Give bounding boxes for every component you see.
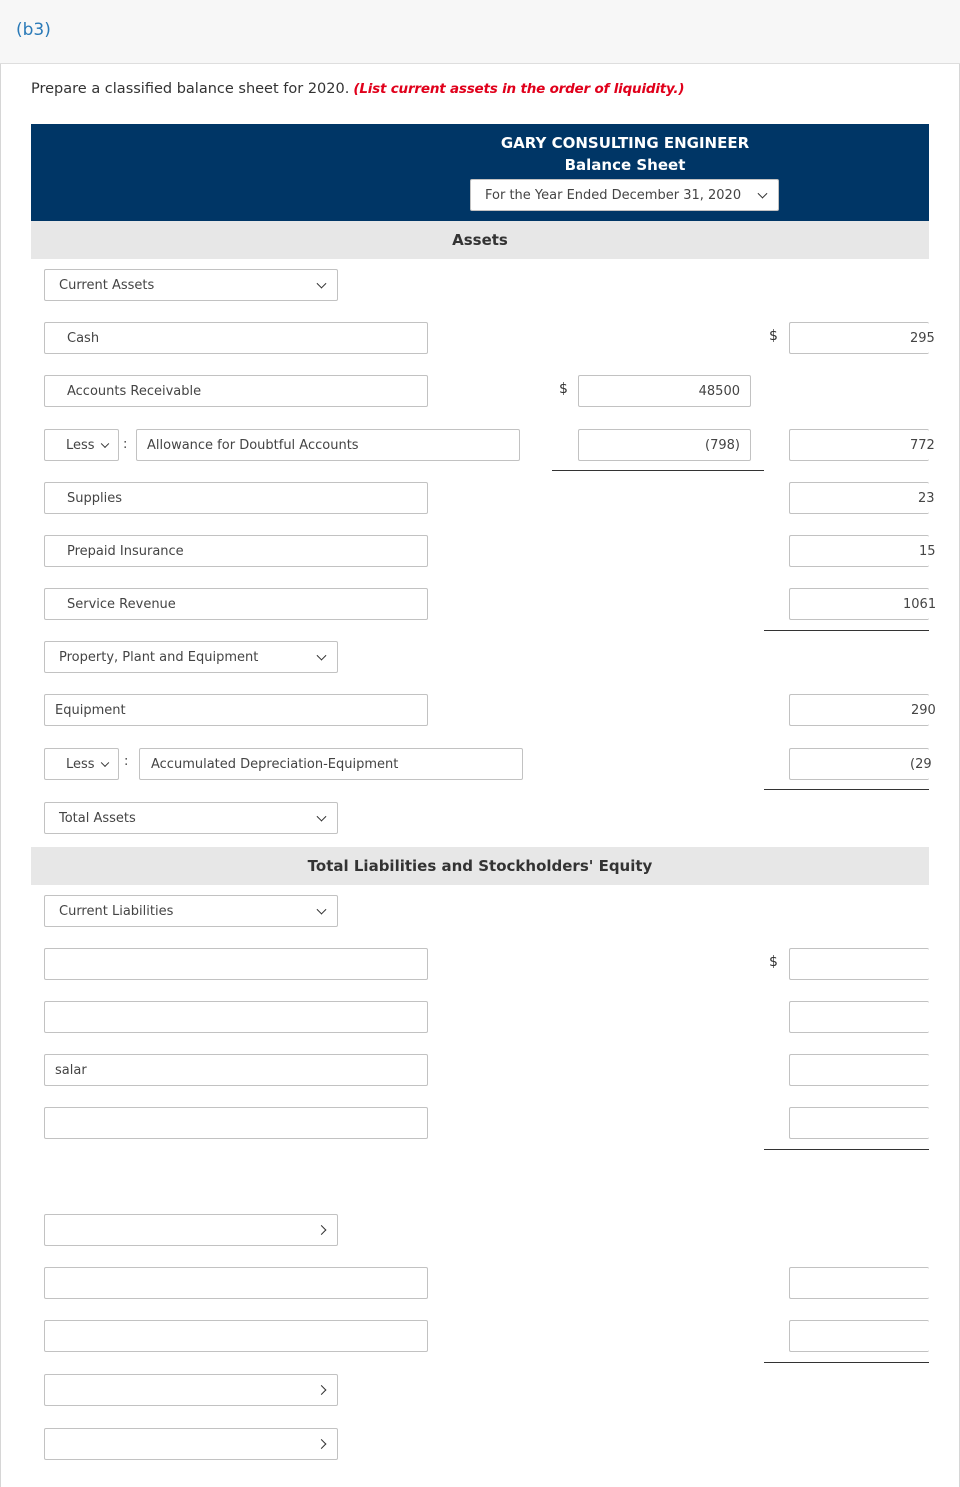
instruction-emphasis: (List current assets in the order of liquidity.): [353, 81, 685, 97]
total-rule: [764, 630, 929, 631]
service-revenue-label-input[interactable]: Service Revenue: [44, 588, 428, 620]
chevron-right-icon: [317, 1225, 327, 1235]
period-select-value: For the Year Ended December 31, 2020: [485, 187, 742, 203]
liability-row-2-label-input[interactable]: [44, 1001, 428, 1033]
instruction: [31, 81, 684, 97]
supplies-label-input[interactable]: Supplies: [44, 482, 428, 514]
lower-row-1-amount-input[interactable]: [789, 1267, 929, 1299]
lower-row-1-label-input[interactable]: [44, 1267, 428, 1299]
lower-row-2-label-input[interactable]: [44, 1320, 428, 1352]
statement-title: Balance Sheet: [564, 156, 686, 174]
chevron-down-icon: [317, 812, 327, 822]
chevron-down-icon: [317, 905, 327, 915]
part-header-bar: [0, 0, 960, 64]
allowance-colon: :: [123, 437, 128, 452]
cash-label-input[interactable]: Cash: [44, 322, 428, 354]
subtotal-rule: [552, 470, 764, 471]
accounts-receivable-amount-input[interactable]: 48500: [578, 375, 751, 407]
period-select[interactable]: [470, 179, 779, 211]
chevron-down-icon: [101, 759, 109, 767]
chevron-down-icon: [101, 440, 109, 448]
liability-row-2-amount-input[interactable]: [789, 1001, 929, 1033]
instruction-text: Prepare a classified balance sheet for 2020.: [31, 81, 350, 97]
ar-currency: $: [559, 381, 568, 397]
liability-row-1-amount-input[interactable]: [789, 948, 929, 980]
liabilities-heading: Total Liabilities and Stockholders' Equity: [307, 857, 653, 875]
section-select-1[interactable]: [44, 1214, 338, 1246]
current-liabilities-select[interactable]: Current Liabilities: [44, 895, 338, 927]
accum-dep-label-input[interactable]: Accumulated Depreciation-Equipment: [139, 748, 523, 780]
equipment-label-input[interactable]: Equipment: [44, 694, 428, 726]
liabilities-band: [31, 847, 929, 885]
section-select-2[interactable]: [44, 1374, 338, 1406]
equipment-amount-input[interactable]: 290: [789, 694, 929, 726]
prepaid-insurance-amount-input[interactable]: 15: [789, 535, 929, 567]
accounts-receivable-label-input[interactable]: Accounts Receivable: [44, 375, 428, 407]
supplies-amount-input[interactable]: 23: [789, 482, 929, 514]
company-name: GARY CONSULTING ENGINEER: [500, 134, 750, 152]
liability-row-1-label-input[interactable]: [44, 948, 428, 980]
net-receivable-amount-input[interactable]: 772: [789, 429, 929, 461]
liability-row-3-label-input[interactable]: salar: [44, 1054, 428, 1086]
chevron-down-icon: [317, 651, 327, 661]
assets-heading: Assets: [452, 231, 508, 249]
liabilities-rule: [764, 1149, 929, 1150]
chevron-down-icon: [317, 279, 327, 289]
part-label: (b3): [16, 20, 51, 40]
lower-rule: [764, 1362, 929, 1363]
cash-currency: $: [769, 328, 778, 344]
chevron-down-icon: [758, 189, 768, 199]
lower-row-2-amount-input[interactable]: [789, 1320, 929, 1352]
liability-row-3-amount-input[interactable]: [789, 1054, 929, 1086]
assets-band: [31, 221, 929, 259]
chevron-right-icon: [317, 1439, 327, 1449]
cash-amount-input[interactable]: 295: [789, 322, 929, 354]
ppe-rule: [764, 789, 929, 790]
accum-dep-modifier-select[interactable]: Less: [44, 748, 119, 780]
total-assets-select[interactable]: Total Assets: [44, 802, 338, 834]
section-select-3[interactable]: [44, 1428, 338, 1460]
liability-row-4-label-input[interactable]: [44, 1107, 428, 1139]
allowance-modifier-select[interactable]: Less: [44, 429, 119, 461]
liability-row-4-amount-input[interactable]: [789, 1107, 929, 1139]
chevron-right-icon: [317, 1385, 327, 1395]
allowance-label-input[interactable]: Allowance for Doubtful Accounts: [136, 429, 520, 461]
prepaid-insurance-label-input[interactable]: Prepaid Insurance: [44, 535, 428, 567]
service-revenue-amount-input[interactable]: 1061: [789, 588, 929, 620]
accum-dep-colon: :: [124, 754, 129, 769]
accum-dep-amount-input[interactable]: (29: [789, 748, 929, 780]
liability-currency: $: [769, 954, 778, 970]
allowance-amount-input[interactable]: (798): [578, 429, 751, 461]
ppe-select[interactable]: Property, Plant and Equipment: [44, 641, 338, 673]
current-assets-select[interactable]: Current Assets: [44, 269, 338, 301]
